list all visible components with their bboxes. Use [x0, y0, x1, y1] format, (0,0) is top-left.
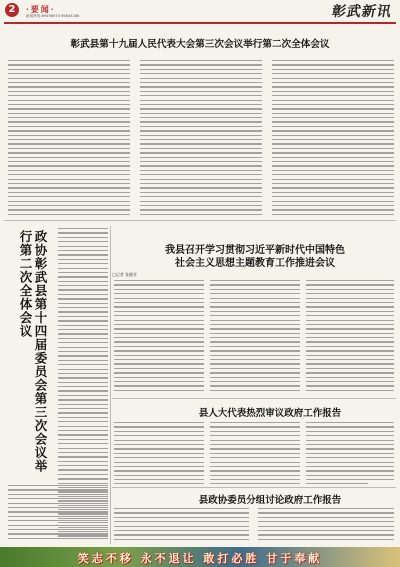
paper-logo: 彰武新讯	[330, 4, 394, 20]
study-byline: □记者 张晓芳	[112, 272, 138, 277]
congress-column-1	[8, 60, 130, 215]
headline-npc-review: 县人大代表热烈审议政府工作报告	[198, 408, 342, 419]
page-number-badge: 2	[5, 3, 19, 17]
headline-congress: 彰武县第十九届人民代表大会第三次会议举行第二次全体会议	[70, 39, 330, 50]
npc-review-column-2	[210, 422, 300, 484]
cppcc-column-2	[8, 485, 108, 540]
section-name: ·要闻·	[26, 4, 56, 14]
banner-slogan: 笑志不移 永不退让 敢打必胜 甘于奉献	[77, 552, 323, 565]
headline-cppcc-review: 县政协委员分组讨论政府工作报告	[198, 495, 342, 506]
headline-study-line2: 社会主义思想主题教育工作推进会议	[175, 258, 335, 269]
cppcc-review-column-2	[258, 508, 394, 542]
cppcc-review-column-1	[114, 508, 249, 542]
study-column-1	[114, 280, 204, 392]
npc-review-column-3	[306, 422, 394, 484]
study-column-3	[306, 280, 394, 392]
headline-study-line1: 我县召开学习贯彻习近平新时代中国特色	[165, 245, 345, 256]
footer-banner	[0, 547, 400, 567]
study-column-2	[210, 280, 300, 392]
section-divider	[4, 220, 396, 221]
congress-column-2	[140, 60, 262, 215]
congress-column-3	[272, 60, 394, 215]
vertical-divider	[110, 226, 111, 544]
issue-info: 新闻热线:69498970 69843286	[26, 14, 80, 18]
headline-cppcc-vertical: 政协彰武县第十四届委员会第三次会议举行第二次全体会议	[18, 230, 48, 473]
study-divider	[112, 398, 396, 399]
npc-divider	[112, 487, 396, 488]
masthead	[0, 0, 400, 22]
npc-review-column-1	[114, 422, 204, 484]
header-rule	[4, 22, 396, 24]
